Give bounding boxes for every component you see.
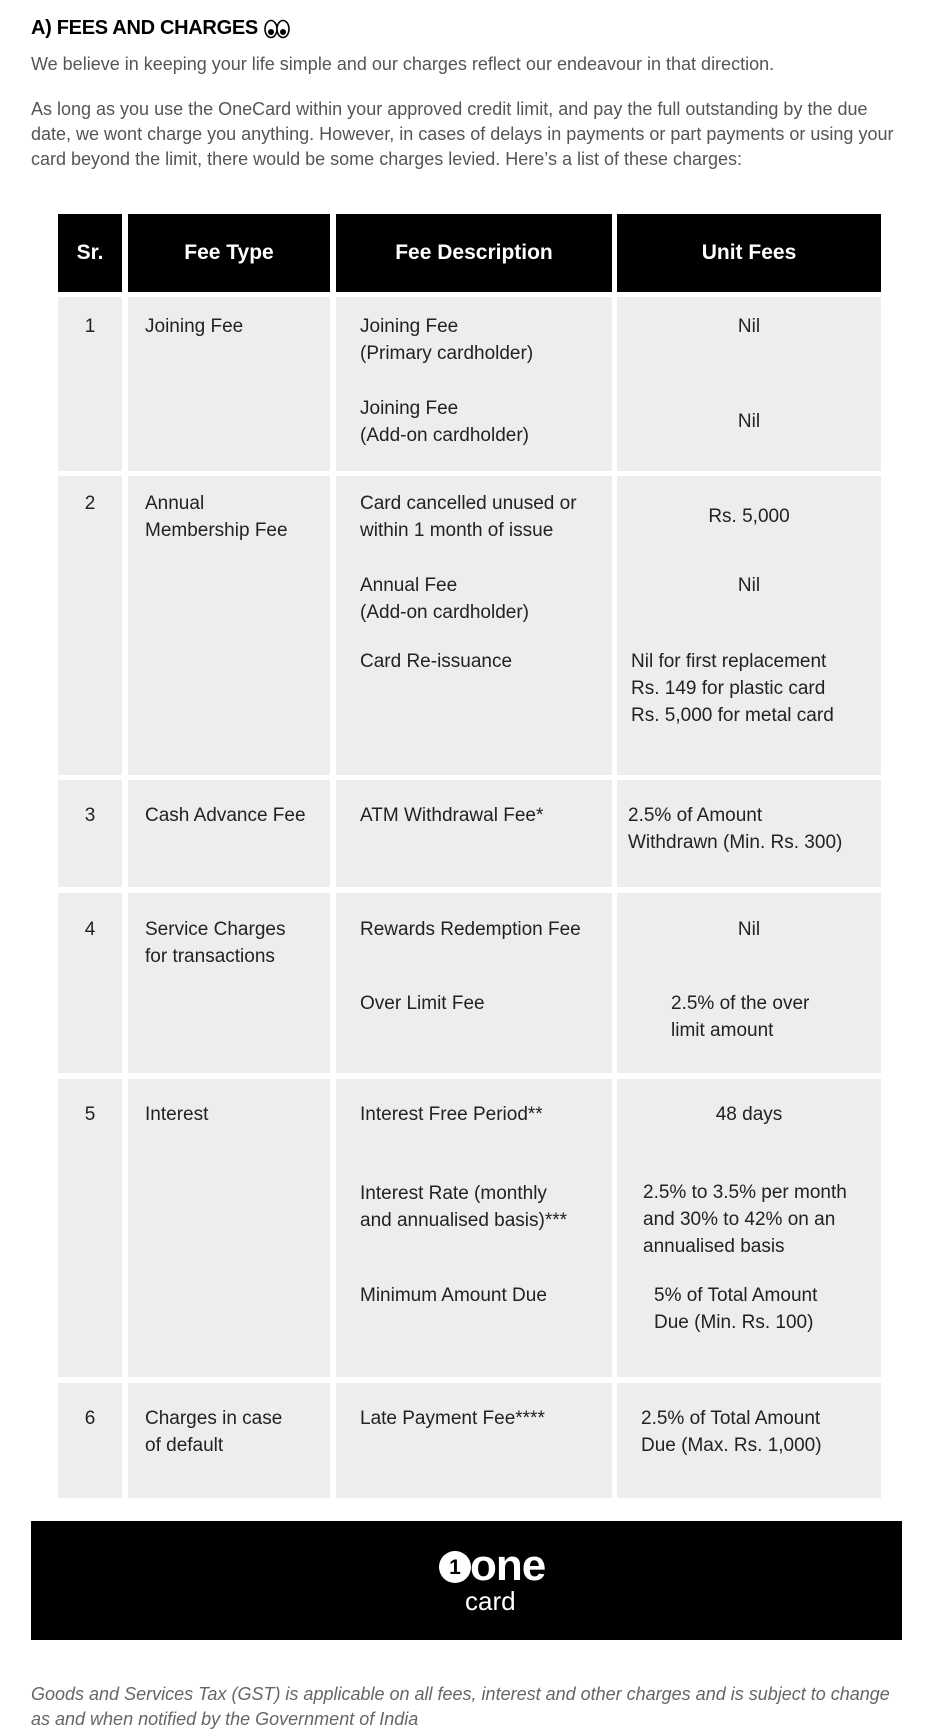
table-row-3-type	[128, 780, 330, 887]
sr-number: 2	[84, 493, 96, 514]
fee-type: Service Charges for transactions	[145, 919, 286, 967]
table-row-2-fees	[617, 476, 881, 775]
table-row-5-sr	[58, 1079, 122, 1377]
table-row-2-type	[128, 476, 330, 775]
fee-type: Annual Membership Fee	[145, 493, 288, 541]
fee-description: Interest Rate (monthly and annualised basis)***	[360, 1183, 568, 1231]
table-row-6-fees	[617, 1383, 881, 1498]
table-row-4-type	[128, 893, 330, 1073]
table-row-6-type	[128, 1383, 330, 1498]
fee-description: Card cancelled unused or within 1 month of issue	[360, 493, 577, 541]
table-row-6-desc	[336, 1383, 612, 1498]
fee-type: Joining Fee	[145, 316, 244, 337]
onecard-logo-icon	[31, 1521, 902, 1640]
fee-description: Late Payment Fee****	[360, 1408, 545, 1429]
unit-fee: 2.5% to 3.5% per month and 30% to 42% on an annualised basis	[643, 1182, 847, 1257]
header-fee-type: Fee Type	[128, 214, 330, 292]
fee-type: Interest	[145, 1104, 209, 1125]
fee-description: Joining Fee (Add-on cardholder)	[360, 398, 529, 446]
logo-badge-text: 1	[449, 1556, 461, 1579]
gst-footnote: Goods and Services Tax (GST) is applicable on all fees, interest and other charges and is subject to change as and when notified by the Government of India	[31, 1684, 890, 1729]
fee-description: Rewards Redemption Fee	[360, 919, 581, 940]
table-row-3-desc	[336, 780, 612, 887]
fee-description: Over Limit Fee	[360, 993, 485, 1014]
table-row-1-sr	[58, 297, 122, 471]
unit-fee: 48 days	[715, 1104, 783, 1125]
intro-paragraph: We believe in keeping your life simple and our charges reflect our endeavour in that direction.	[31, 54, 775, 74]
table-row-4-fees	[617, 893, 881, 1073]
details-paragraph: As long as you use the OneCard within your approved credit limit, and pay the full outstanding by the due date, we wont charge you anything. However, in cases of delays in payments or part payments or using your card beyond the limit, there would be some charges levied. Here’s a list of these charges:	[31, 99, 894, 169]
onecard-logo-banner	[31, 1521, 902, 1640]
table-row-3-fees	[617, 780, 881, 887]
table-row-5-desc	[336, 1079, 612, 1377]
sr-number: 4	[84, 919, 96, 940]
fee-description: Card Re-issuance	[360, 651, 513, 672]
fee-description: ATM Withdrawal Fee*	[360, 805, 544, 826]
eyes-emoji-icon	[264, 19, 290, 39]
sr-number: 1	[84, 316, 96, 337]
unit-fee: Rs. 5,000	[708, 506, 790, 527]
table-row-2-sr	[58, 476, 122, 775]
table-row-6-sr	[58, 1383, 122, 1498]
unit-fee: 2.5% of the over limit amount	[671, 993, 810, 1041]
table-row-5-type	[128, 1079, 330, 1377]
fee-description: Interest Free Period**	[360, 1104, 543, 1125]
sr-number: 5	[84, 1104, 96, 1125]
logo-one-text: one	[470, 1541, 546, 1590]
unit-fee: Nil for first replacement Rs. 149 for plastic card Rs. 5,000 for metal card	[631, 651, 834, 726]
table-row-1-desc	[336, 297, 612, 471]
unit-fee: Nil	[737, 411, 761, 432]
fee-type: Cash Advance Fee	[145, 805, 306, 826]
unit-fee: Nil	[737, 316, 761, 337]
unit-fee: 5% of Total Amount Due (Min. Rs. 100)	[654, 1285, 818, 1333]
unit-fee: Nil	[737, 919, 761, 940]
unit-fee: 2.5% of Total Amount Due (Max. Rs. 1,000)	[641, 1408, 822, 1456]
table-row-5-fees	[617, 1079, 881, 1377]
unit-fee: Nil	[737, 575, 761, 596]
logo-card-text: card	[465, 1586, 516, 1616]
fee-description: Joining Fee (Primary cardholder)	[360, 316, 534, 364]
fee-description: Annual Fee (Add-on cardholder)	[360, 575, 529, 623]
sr-number: 6	[84, 1408, 96, 1429]
table-row-2-desc	[336, 476, 612, 775]
unit-fee: 2.5% of Amount Withdrawn (Min. Rs. 300)	[628, 805, 843, 853]
table-row-1-fees	[617, 297, 881, 471]
fee-description: Minimum Amount Due	[360, 1285, 547, 1306]
header-unit-fees: Unit Fees	[617, 214, 881, 292]
sr-number: 3	[84, 805, 96, 826]
section-heading	[31, 17, 290, 40]
fee-type: Charges in case of default	[145, 1408, 283, 1456]
header-sr: Sr.	[58, 214, 122, 292]
table-row-3-sr	[58, 780, 122, 887]
table-row-4-sr	[58, 893, 122, 1073]
table-row-4-desc	[336, 893, 612, 1073]
heading-text: A) FEES AND CHARGES	[31, 17, 258, 39]
table-row-1-type	[128, 297, 330, 471]
header-fee-description: Fee Description	[336, 214, 612, 292]
